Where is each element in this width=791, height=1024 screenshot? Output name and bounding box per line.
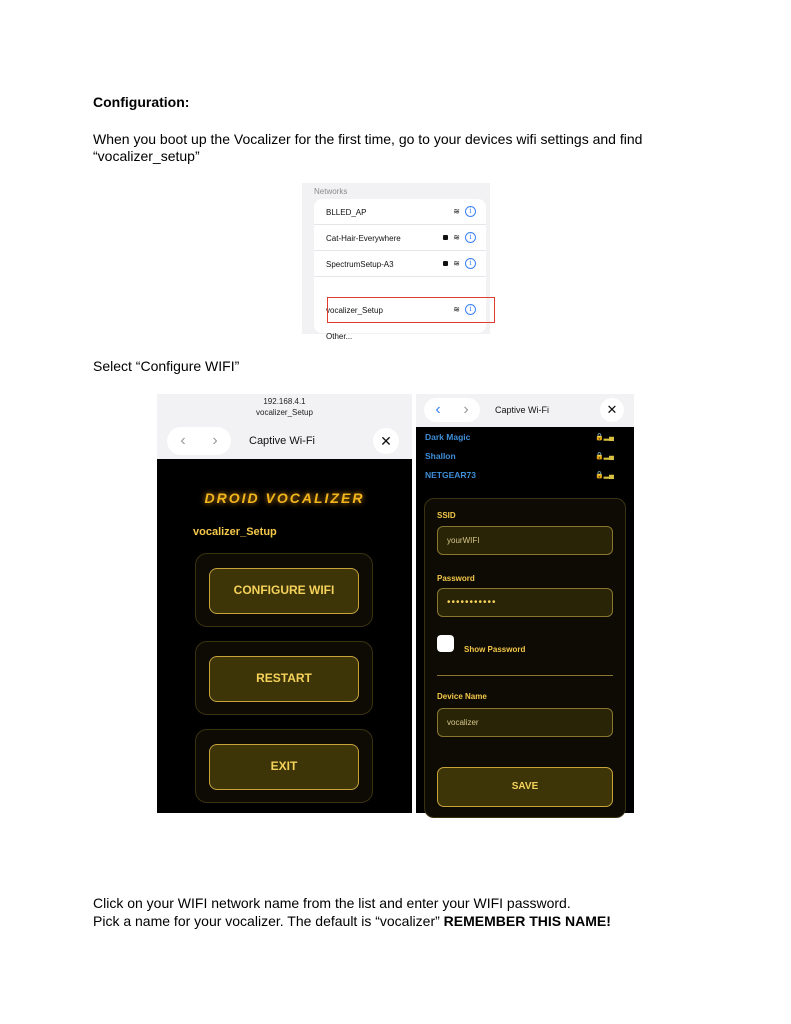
- back-icon[interactable]: ‹: [435, 401, 441, 418]
- browser-bar: [157, 394, 412, 459]
- network-item-netgear73[interactable]: NETGEAR73: [425, 470, 477, 480]
- info-icon[interactable]: i: [465, 206, 476, 217]
- lock-signal-icon: 🔒▂▄: [594, 472, 614, 479]
- lock-signal-icon: 🔒▂▄: [594, 453, 614, 460]
- wifi-icon: ≋: [453, 305, 460, 314]
- exit-button[interactable]: EXIT: [209, 744, 359, 790]
- outro-text: Pick a name for your vocalizer. The default is “vocalizer”: [93, 913, 444, 929]
- close-icon[interactable]: ✕: [373, 428, 399, 454]
- brand-logo: DROID VOCALIZER: [204, 490, 365, 506]
- highlight-box: [327, 297, 495, 323]
- info-icon[interactable]: i: [465, 258, 476, 269]
- url-name: vocalizer_Setup: [256, 408, 313, 417]
- networks-list: [314, 199, 486, 341]
- intro-line-2: “vocalizer_setup”: [93, 148, 200, 164]
- restart-button[interactable]: RESTART: [209, 656, 359, 702]
- save-button[interactable]: SAVE: [437, 767, 613, 807]
- lock-icon: [443, 261, 448, 266]
- wifi-icon: ≋: [453, 259, 460, 268]
- forward-icon[interactable]: ›: [463, 401, 469, 418]
- back-icon[interactable]: ‹: [180, 432, 186, 449]
- configure-frame: [195, 553, 373, 627]
- network-name: Other...: [326, 332, 353, 341]
- show-password-label: Show Password: [464, 645, 526, 654]
- wifi-form: [424, 498, 626, 818]
- portal-title: Captive Wi-Fi: [495, 405, 550, 415]
- ssid-label: vocalizer_Setup: [193, 526, 277, 538]
- ssid-input[interactable]: yourWIFI: [437, 526, 613, 555]
- lock-signal-icon: 🔒▂▄: [594, 434, 614, 441]
- wifi-icon: ≋: [453, 207, 460, 216]
- browser-bar: [416, 394, 634, 427]
- network-name: vocalizer_Setup: [326, 306, 383, 315]
- network-name: SpectrumSetup-A3: [326, 260, 394, 269]
- network-row-spectrum[interactable]: [314, 251, 486, 277]
- portal-title: Captive Wi-Fi: [249, 435, 316, 447]
- outro-emphasis: REMEMBER THIS NAME!: [443, 913, 611, 929]
- network-item-dark-magic[interactable]: Dark Magic: [425, 432, 471, 442]
- divider: [437, 675, 613, 676]
- lock-icon: [443, 235, 448, 240]
- ssid-label: SSID: [437, 511, 456, 520]
- wifi-config-form-screenshot: [416, 394, 634, 813]
- network-item-shallon[interactable]: Shallon: [425, 451, 456, 461]
- password-input[interactable]: •••••••••••: [437, 588, 613, 617]
- wifi-networks-screenshot: [302, 183, 490, 341]
- info-icon[interactable]: i: [465, 304, 476, 315]
- intro-line-1: When you boot up the Vocalizer for the first time, go to your devices wifi settings and find: [93, 131, 643, 147]
- device-name-label: Device Name: [437, 692, 487, 701]
- forward-icon[interactable]: ›: [212, 432, 218, 449]
- nav-buttons: [167, 427, 231, 455]
- network-row-cathair[interactable]: [314, 225, 486, 251]
- restart-frame: [195, 641, 373, 715]
- outro-line-2: [93, 913, 611, 930]
- network-row-other[interactable]: [314, 323, 486, 349]
- password-label: Password: [437, 574, 475, 583]
- network-name: BLLED_AP: [326, 208, 367, 217]
- configure-wifi-button[interactable]: CONFIGURE WIFI: [209, 568, 359, 614]
- close-icon[interactable]: ✕: [600, 398, 624, 422]
- url-ip: 192.168.4.1: [263, 397, 306, 406]
- nav-buttons: [424, 398, 480, 422]
- networks-header: Networks: [314, 187, 348, 196]
- wifi-icon: ≋: [453, 233, 460, 242]
- captive-portal-menu-screenshot: [157, 394, 412, 813]
- network-name: Cat-Hair-Everywhere: [326, 234, 401, 243]
- info-icon[interactable]: i: [465, 232, 476, 243]
- section-heading: Configuration:: [93, 94, 190, 110]
- select-instruction: Select “Configure WIFI”: [93, 358, 240, 374]
- network-row-blled[interactable]: [314, 199, 486, 225]
- device-name-input[interactable]: vocalizer: [437, 708, 613, 737]
- exit-frame: [195, 729, 373, 803]
- show-password-checkbox[interactable]: [437, 635, 454, 652]
- outro-line-1: Click on your WIFI network name from the list and enter your WIFI password.: [93, 895, 571, 911]
